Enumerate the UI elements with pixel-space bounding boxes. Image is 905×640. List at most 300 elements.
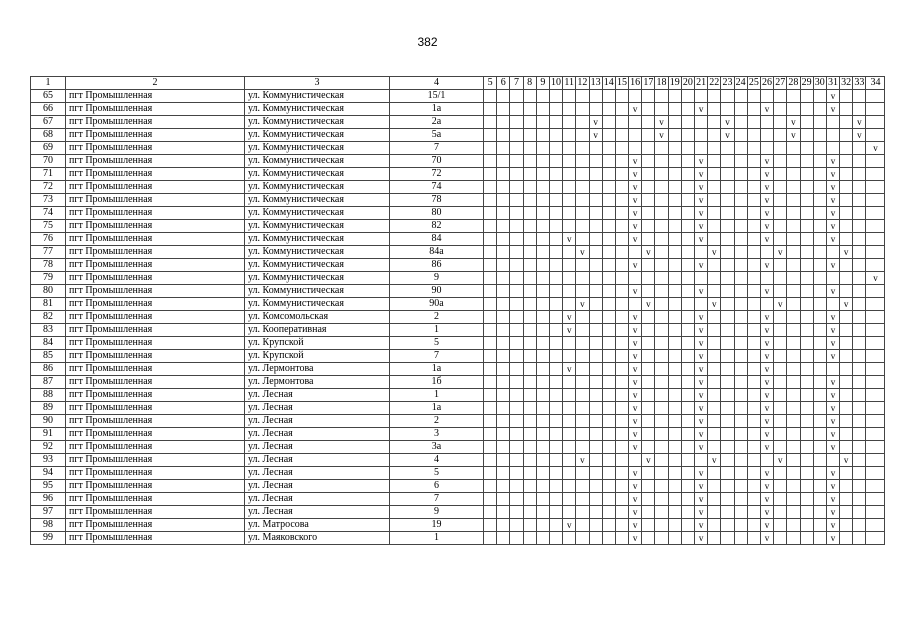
empty-cell: [787, 532, 800, 545]
empty-cell: [602, 246, 615, 259]
empty-cell: [576, 129, 589, 142]
column-header-14: 14: [603, 77, 614, 88]
empty-cell: [668, 493, 681, 506]
empty-cell: [853, 506, 866, 519]
check-mark: v: [695, 493, 708, 506]
empty-cell: [695, 116, 708, 129]
empty-cell: [510, 493, 523, 506]
empty-cell: [642, 480, 655, 493]
empty-cell: [747, 168, 760, 181]
empty-cell: [747, 402, 760, 415]
empty-cell: [681, 363, 694, 376]
house-number-cell: 70: [390, 155, 484, 168]
check-mark: v: [695, 194, 708, 207]
empty-cell: [813, 129, 826, 142]
empty-cell: [681, 480, 694, 493]
settlement-cell: пгт Промышленная: [66, 285, 245, 298]
empty-cell: [523, 90, 536, 103]
empty-cell: [484, 454, 497, 467]
empty-cell: [747, 324, 760, 337]
empty-cell: [497, 181, 510, 194]
page-number: 382: [417, 35, 438, 49]
empty-cell: [642, 90, 655, 103]
check-mark: v: [826, 467, 839, 480]
street-cell: ул. Коммунистическая: [245, 285, 390, 298]
empty-cell: [708, 493, 721, 506]
empty-cell: [615, 467, 628, 480]
empty-cell: [734, 246, 747, 259]
house-number-cell: 7: [390, 350, 484, 363]
empty-cell: [497, 493, 510, 506]
empty-cell: [668, 129, 681, 142]
empty-cell: [589, 441, 602, 454]
empty-cell: [760, 116, 773, 129]
empty-cell: [563, 129, 576, 142]
house-number-cell: 9: [390, 506, 484, 519]
check-mark: v: [695, 207, 708, 220]
settlement-cell: пгт Промышленная: [66, 272, 245, 285]
empty-cell: [549, 350, 562, 363]
empty-cell: [813, 454, 826, 467]
empty-cell: [655, 259, 668, 272]
empty-cell: [853, 246, 866, 259]
check-mark: v: [826, 493, 839, 506]
empty-cell: [484, 441, 497, 454]
empty-cell: [642, 441, 655, 454]
table-row: [31, 402, 885, 415]
empty-cell: [602, 155, 615, 168]
empty-cell: [721, 233, 734, 246]
empty-cell: [747, 415, 760, 428]
street-cell: ул. Крупской: [245, 350, 390, 363]
empty-cell: [523, 155, 536, 168]
house-number-cell: 82: [390, 220, 484, 233]
empty-cell: [747, 454, 760, 467]
empty-cell: [642, 519, 655, 532]
empty-cell: [800, 480, 813, 493]
empty-cell: [549, 324, 562, 337]
empty-cell: [497, 532, 510, 545]
empty-cell: [497, 428, 510, 441]
empty-cell: [629, 90, 642, 103]
empty-cell: [484, 415, 497, 428]
empty-cell: [655, 441, 668, 454]
empty-cell: [655, 155, 668, 168]
empty-cell: [497, 103, 510, 116]
house-number-cell: 2: [390, 311, 484, 324]
empty-cell: [853, 363, 866, 376]
row-number: 73: [31, 194, 66, 207]
house-number-cell: 9: [390, 272, 484, 285]
empty-cell: [734, 207, 747, 220]
column-header-9: 9: [536, 77, 549, 90]
empty-cell: [629, 272, 642, 285]
empty-cell: [813, 168, 826, 181]
empty-cell: [840, 363, 853, 376]
empty-cell: [813, 376, 826, 389]
table-row: [31, 376, 885, 389]
empty-cell: [760, 272, 773, 285]
empty-cell: [721, 168, 734, 181]
empty-cell: [655, 181, 668, 194]
empty-cell: [523, 259, 536, 272]
empty-cell: [497, 376, 510, 389]
empty-cell: [536, 259, 549, 272]
empty-cell: [747, 129, 760, 142]
empty-cell: [787, 337, 800, 350]
empty-cell: [813, 467, 826, 480]
check-mark: v: [655, 129, 668, 142]
empty-cell: [589, 298, 602, 311]
empty-cell: [734, 233, 747, 246]
empty-cell: [563, 142, 576, 155]
street-cell: ул. Кооперативная: [245, 324, 390, 337]
empty-cell: [497, 363, 510, 376]
check-mark: v: [760, 506, 773, 519]
check-mark: v: [695, 532, 708, 545]
empty-cell: [536, 285, 549, 298]
empty-cell: [576, 506, 589, 519]
settlement-cell: пгт Промышленная: [66, 441, 245, 454]
empty-cell: [510, 389, 523, 402]
empty-cell: [760, 90, 773, 103]
check-mark: v: [760, 402, 773, 415]
check-mark: v: [760, 233, 773, 246]
empty-cell: [484, 285, 497, 298]
empty-cell: [695, 142, 708, 155]
street-cell: ул. Коммунистическая: [245, 207, 390, 220]
empty-cell: [840, 168, 853, 181]
empty-cell: [497, 259, 510, 272]
empty-cell: [774, 194, 787, 207]
row-number: 94: [31, 467, 66, 480]
empty-cell: [589, 259, 602, 272]
empty-cell: [576, 103, 589, 116]
table-row: [31, 441, 885, 454]
empty-cell: [721, 467, 734, 480]
empty-cell: [681, 233, 694, 246]
empty-cell: [853, 493, 866, 506]
empty-cell: [787, 389, 800, 402]
empty-cell: [721, 259, 734, 272]
street-cell: ул. Лесная: [245, 415, 390, 428]
empty-cell: [681, 168, 694, 181]
empty-cell: [510, 207, 523, 220]
house-number-cell: 5а: [390, 129, 484, 142]
empty-cell: [813, 103, 826, 116]
empty-cell: [615, 272, 628, 285]
empty-cell: [484, 246, 497, 259]
empty-cell: [747, 272, 760, 285]
table-row: [31, 129, 885, 142]
empty-cell: [602, 493, 615, 506]
check-mark: v: [629, 441, 642, 454]
empty-cell: [497, 454, 510, 467]
empty-cell: [523, 493, 536, 506]
empty-cell: [787, 90, 800, 103]
empty-cell: [774, 259, 787, 272]
row-number: 97: [31, 506, 66, 519]
empty-cell: [668, 402, 681, 415]
empty-cell: [615, 220, 628, 233]
table-row: [31, 259, 885, 272]
check-mark: v: [629, 194, 642, 207]
empty-cell: [549, 90, 562, 103]
empty-cell: [747, 220, 760, 233]
check-mark: v: [760, 363, 773, 376]
check-mark: v: [629, 103, 642, 116]
empty-cell: [655, 103, 668, 116]
house-number-cell: 1б: [390, 376, 484, 389]
check-mark: v: [629, 207, 642, 220]
row-number: 80: [31, 285, 66, 298]
empty-cell: [800, 90, 813, 103]
empty-cell: [840, 311, 853, 324]
empty-cell: [510, 103, 523, 116]
empty-cell: [510, 155, 523, 168]
column-header-23: 23: [722, 77, 733, 88]
empty-cell: [866, 285, 885, 298]
street-cell: ул. Лермонтова: [245, 363, 390, 376]
empty-cell: [800, 415, 813, 428]
empty-cell: [708, 233, 721, 246]
empty-cell: [800, 181, 813, 194]
empty-cell: [497, 337, 510, 350]
check-mark: v: [760, 376, 773, 389]
empty-cell: [708, 532, 721, 545]
empty-cell: [787, 350, 800, 363]
empty-cell: [734, 220, 747, 233]
empty-cell: [615, 155, 628, 168]
check-mark: v: [760, 428, 773, 441]
settlement-cell: пгт Промышленная: [66, 129, 245, 142]
house-number-cell: 90а: [390, 298, 484, 311]
row-number: 66: [31, 103, 66, 116]
empty-cell: [589, 480, 602, 493]
empty-cell: [760, 246, 773, 259]
check-mark: v: [826, 441, 839, 454]
empty-cell: [589, 415, 602, 428]
check-mark: v: [760, 519, 773, 532]
column-header-29: 29: [801, 77, 812, 88]
empty-cell: [734, 506, 747, 519]
table-row: [31, 116, 885, 129]
empty-cell: [497, 285, 510, 298]
empty-cell: [853, 233, 866, 246]
empty-cell: [840, 181, 853, 194]
street-cell: ул. Коммунистическая: [245, 194, 390, 207]
empty-cell: [668, 389, 681, 402]
empty-cell: [708, 376, 721, 389]
empty-cell: [576, 207, 589, 220]
check-mark: v: [629, 467, 642, 480]
empty-cell: [563, 90, 576, 103]
table-row: [31, 168, 885, 181]
empty-cell: [695, 246, 708, 259]
empty-cell: [655, 389, 668, 402]
empty-cell: [576, 194, 589, 207]
empty-cell: [774, 168, 787, 181]
empty-cell: [615, 454, 628, 467]
check-mark: v: [826, 181, 839, 194]
empty-cell: [840, 129, 853, 142]
empty-cell: [734, 103, 747, 116]
empty-cell: [655, 376, 668, 389]
empty-cell: [668, 246, 681, 259]
settlement-cell: пгт Промышленная: [66, 220, 245, 233]
empty-cell: [642, 272, 655, 285]
empty-cell: [484, 532, 497, 545]
check-mark: v: [826, 285, 839, 298]
empty-cell: [760, 129, 773, 142]
empty-cell: [774, 519, 787, 532]
check-mark: v: [853, 129, 866, 142]
empty-cell: [549, 415, 562, 428]
row-number: 93: [31, 454, 66, 467]
empty-cell: [484, 272, 497, 285]
empty-cell: [523, 285, 536, 298]
row-number: 86: [31, 363, 66, 376]
empty-cell: [853, 168, 866, 181]
empty-cell: [747, 376, 760, 389]
empty-cell: [668, 519, 681, 532]
empty-cell: [536, 181, 549, 194]
house-number-cell: 1а: [390, 103, 484, 116]
empty-cell: [536, 129, 549, 142]
empty-cell: [866, 194, 885, 207]
empty-cell: [602, 441, 615, 454]
empty-cell: [681, 337, 694, 350]
empty-cell: [536, 220, 549, 233]
empty-cell: [589, 103, 602, 116]
empty-cell: [787, 402, 800, 415]
empty-cell: [642, 428, 655, 441]
empty-cell: [721, 285, 734, 298]
empty-cell: [497, 506, 510, 519]
empty-cell: [681, 389, 694, 402]
empty-cell: [536, 519, 549, 532]
empty-cell: [721, 272, 734, 285]
empty-cell: [774, 376, 787, 389]
check-mark: v: [695, 285, 708, 298]
empty-cell: [523, 116, 536, 129]
empty-cell: [787, 311, 800, 324]
empty-cell: [853, 519, 866, 532]
empty-cell: [589, 324, 602, 337]
empty-cell: [523, 454, 536, 467]
street-cell: ул. Лесная: [245, 441, 390, 454]
house-number-cell: 5: [390, 467, 484, 480]
empty-cell: [787, 168, 800, 181]
empty-cell: [813, 298, 826, 311]
empty-cell: [787, 415, 800, 428]
empty-cell: [681, 532, 694, 545]
empty-cell: [826, 246, 839, 259]
empty-cell: [681, 285, 694, 298]
empty-cell: [774, 272, 787, 285]
empty-cell: [549, 389, 562, 402]
check-mark: v: [629, 506, 642, 519]
empty-cell: [774, 116, 787, 129]
empty-cell: [681, 493, 694, 506]
empty-cell: [484, 493, 497, 506]
empty-cell: [866, 103, 885, 116]
table-row: [31, 532, 885, 545]
empty-cell: [721, 194, 734, 207]
empty-cell: [800, 337, 813, 350]
check-mark: v: [760, 168, 773, 181]
empty-cell: [655, 506, 668, 519]
empty-cell: [510, 116, 523, 129]
empty-cell: [695, 90, 708, 103]
house-number-cell: 6: [390, 480, 484, 493]
empty-cell: [602, 298, 615, 311]
check-mark: v: [760, 467, 773, 480]
check-mark: v: [826, 389, 839, 402]
empty-cell: [655, 519, 668, 532]
empty-cell: [523, 142, 536, 155]
empty-cell: [563, 116, 576, 129]
empty-cell: [787, 506, 800, 519]
empty-cell: [510, 129, 523, 142]
empty-cell: [813, 532, 826, 545]
table-row: [31, 142, 885, 155]
empty-cell: [549, 519, 562, 532]
empty-cell: [853, 220, 866, 233]
empty-cell: [840, 337, 853, 350]
empty-cell: [853, 350, 866, 363]
empty-cell: [536, 324, 549, 337]
column-header-8: 8: [523, 77, 536, 90]
settlement-cell: пгт Промышленная: [66, 363, 245, 376]
empty-cell: [655, 337, 668, 350]
check-mark: v: [866, 142, 885, 155]
check-mark: v: [826, 259, 839, 272]
empty-cell: [615, 415, 628, 428]
empty-cell: [681, 90, 694, 103]
empty-cell: [497, 272, 510, 285]
settlement-cell: пгт Промышленная: [66, 454, 245, 467]
empty-cell: [576, 155, 589, 168]
empty-cell: [853, 324, 866, 337]
check-mark: v: [589, 129, 602, 142]
empty-cell: [840, 532, 853, 545]
empty-cell: [721, 90, 734, 103]
row-number: 91: [31, 428, 66, 441]
empty-cell: [708, 181, 721, 194]
empty-cell: [787, 220, 800, 233]
column-header-20: 20: [682, 77, 693, 88]
check-mark: v: [629, 324, 642, 337]
empty-cell: [681, 467, 694, 480]
empty-cell: [576, 376, 589, 389]
empty-cell: [642, 168, 655, 181]
settlement-cell: пгт Промышленная: [66, 103, 245, 116]
empty-cell: [563, 532, 576, 545]
row-number: 92: [31, 441, 66, 454]
empty-cell: [484, 519, 497, 532]
empty-cell: [668, 532, 681, 545]
table-row: [31, 103, 885, 116]
empty-cell: [708, 272, 721, 285]
empty-cell: [655, 454, 668, 467]
check-mark: v: [840, 246, 853, 259]
empty-cell: [800, 129, 813, 142]
empty-cell: [681, 506, 694, 519]
empty-cell: [787, 467, 800, 480]
empty-cell: [589, 389, 602, 402]
street-cell: ул. Лесная: [245, 428, 390, 441]
